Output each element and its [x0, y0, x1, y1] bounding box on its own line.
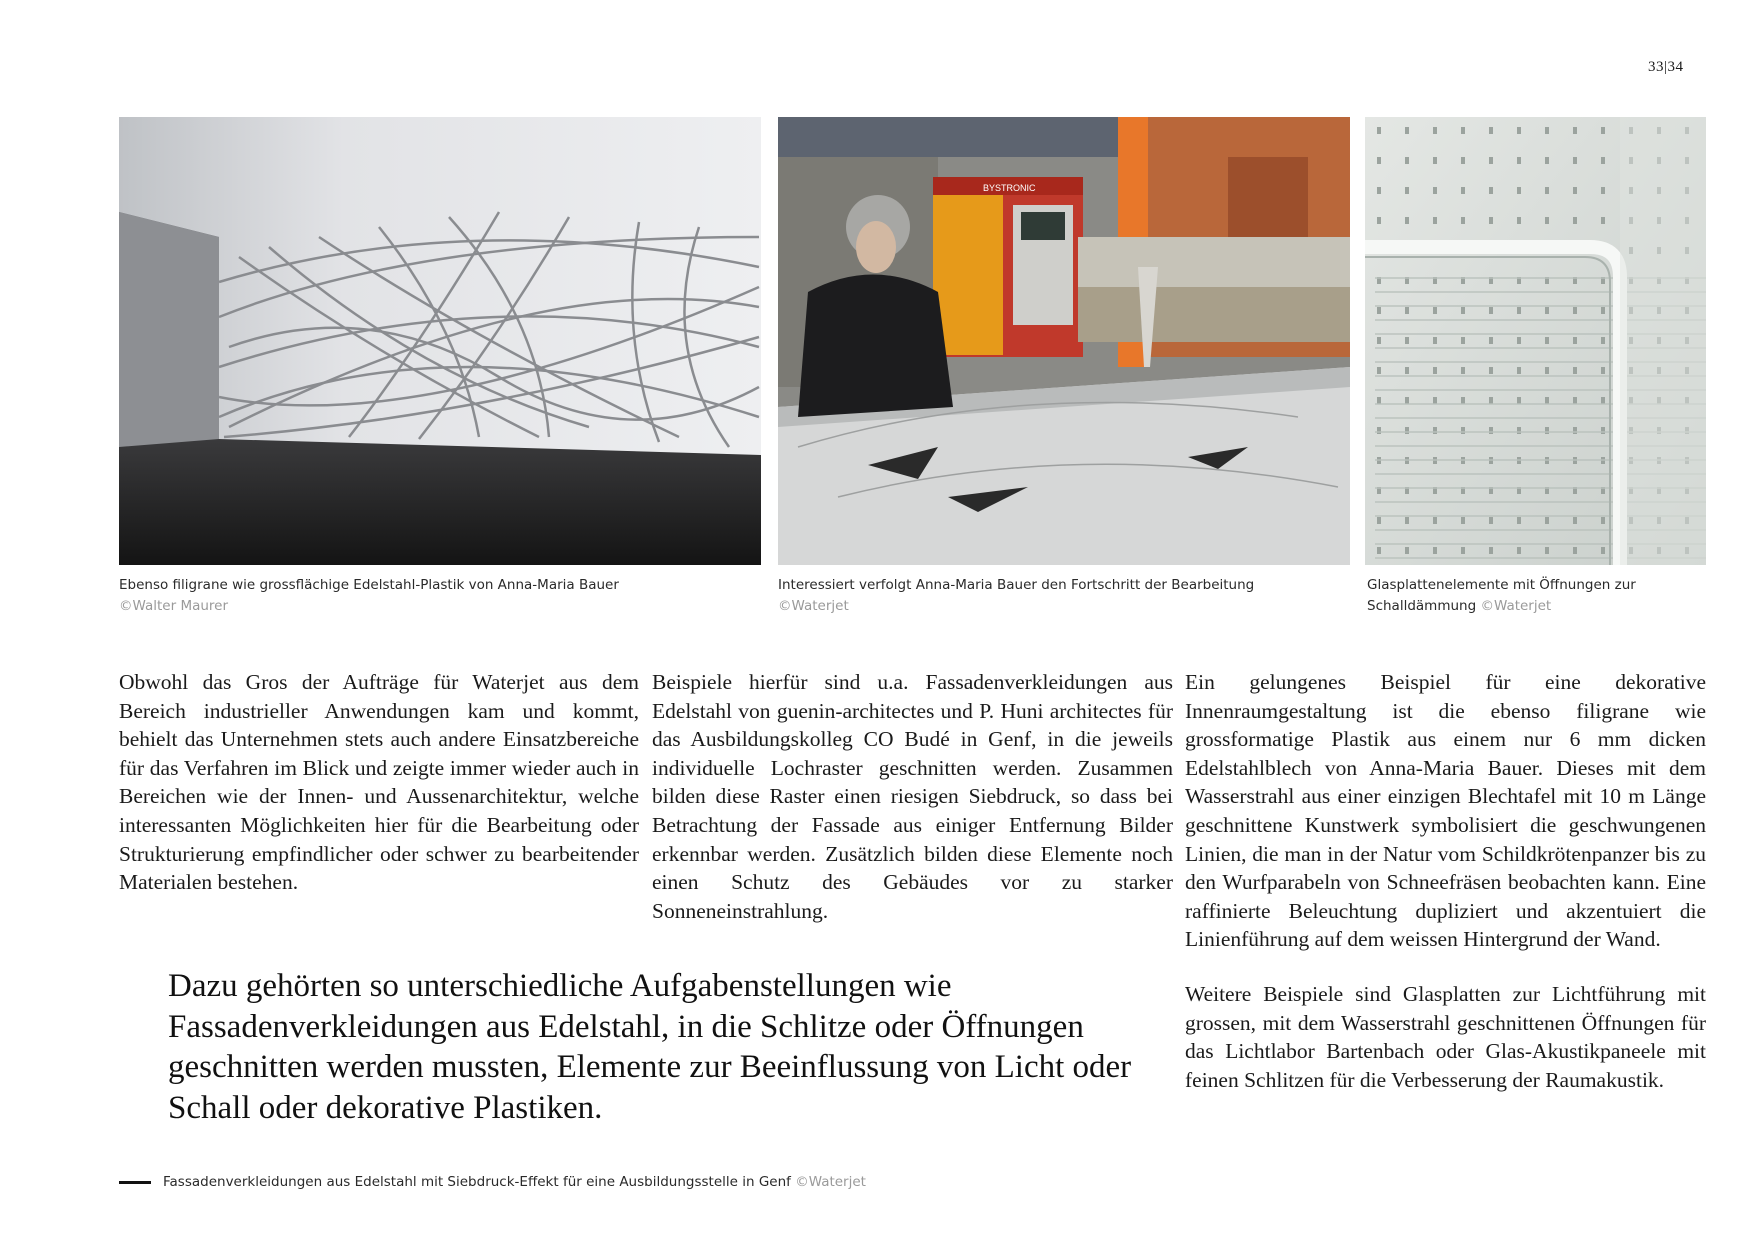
waterjet-photo-caption [778, 575, 1348, 617]
footer-caption-text: Fassadenverkleidungen aus Edelstahl mit Siebdruck-Effekt für eine Ausbildungsstelle in Genf [163, 1174, 791, 1190]
body-paragraph: Ein gelungenes Beispiel für eine dekorative Innenraumgestaltung ist die ebenso filigrane wie grossformatige Plastik aus einem nur 6 mm dicken Edelstahlblech von Anna-Maria Bauer. Dieses mit dem Wasserstrahl aus einer einzigen Blechtafel mit 10 m Länge geschnittene Kunstwerk symbolisiert die geschwungenen Linien, die man in der Natur vom Schildkrötenpanzer bis zu den Wurfparabeln von Schneefräsen beobachten kann. Eine raffinierte Beleuchtung dupliziert und akzentuiert die Linienführung auf dem weissen Hintergrund der Wand. [1185, 670, 1706, 952]
sculpture-photo [119, 117, 761, 565]
caption-text: Ebenso filigrane wie grossflächige Edelstahl-Plastik von Anna-Maria Bauer [119, 577, 619, 593]
glass-photo-caption [1367, 575, 1707, 617]
body-column-2: Beispiele hierfür sind u.a. Fassadenverkleidungen aus Edelstahl von guenin-architectes und P. Huni architectes für das Ausbildungskolleg CO Budé in Genf, in die jeweils individuelle Lochraster geschnitten werden. Zusammen bilden diese Raster einen riesigen Siebdruck, so dass bei Betrachtung der Fassade aus einiger Entfernung Bilder erkennbar werden. Zusätzlich bilden diese Elemente noch einen Schutz des Gebäudes vor zu starker Sonneneinstrahlung. [652, 670, 1173, 923]
photo-credit: ©Waterjet [778, 598, 849, 614]
pull-quote: Dazu gehörten so unterschiedliche Aufgabenstellungen wie Fassadenverkleidungen aus Edelstahl, in die Schlitze oder Öffnungen geschnitten werden mussten, Elemente zur Beeinflussung von Licht oder Schall oder dekorative Plastiken. [168, 968, 1132, 1126]
photo-credit: ©Waterjet [1480, 598, 1552, 614]
page-number: 33|34 [1648, 59, 1684, 75]
caption-rule [119, 1181, 151, 1184]
body-column-3 [1185, 668, 1706, 1094]
glass-panel-photo [1365, 117, 1706, 565]
sculpture-photo-caption [119, 575, 759, 617]
caption-text: Glasplattenelemente mit Öffnungen zur Schalldämmung [1367, 577, 1636, 614]
body-column-1: Obwohl das Gros der Aufträge für Waterjet aus dem Bereich industrieller Anwendungen kam und kommt, behielt das Unternehmen stets auch andere Einsatzbereiche für das Verfahren im Blick und zeigte immer wieder auch in Bereichen wie der Innen- und Aussenarchitektur, welche interessanten Möglichkeiten hier für die Bearbeitung oder Strukturierung empfindlicher oder schwer zu bearbeitender Materialen bestehen. [119, 670, 639, 895]
footer-caption [119, 1174, 866, 1190]
machine-brand-label: BYSTRONIC [983, 183, 1036, 193]
photo-credit: ©Waterjet [795, 1174, 866, 1190]
waterjet-machine-photo [778, 117, 1350, 565]
body-paragraph: Weitere Beispiele sind Glasplatten zur Lichtführung mit grossen, mit dem Wasserstrahl geschnittenen Öffnungen für das Lichtlabor Bartenbach oder Glas-Akustikpaneele mit feinen Schlitzen für die Verbesserung der Raumakustik. [1185, 981, 1706, 1092]
caption-text: Interessiert verfolgt Anna-Maria Bauer den Fortschritt der Bearbeitung [778, 577, 1255, 593]
photo-credit: ©Walter Maurer [119, 598, 229, 614]
